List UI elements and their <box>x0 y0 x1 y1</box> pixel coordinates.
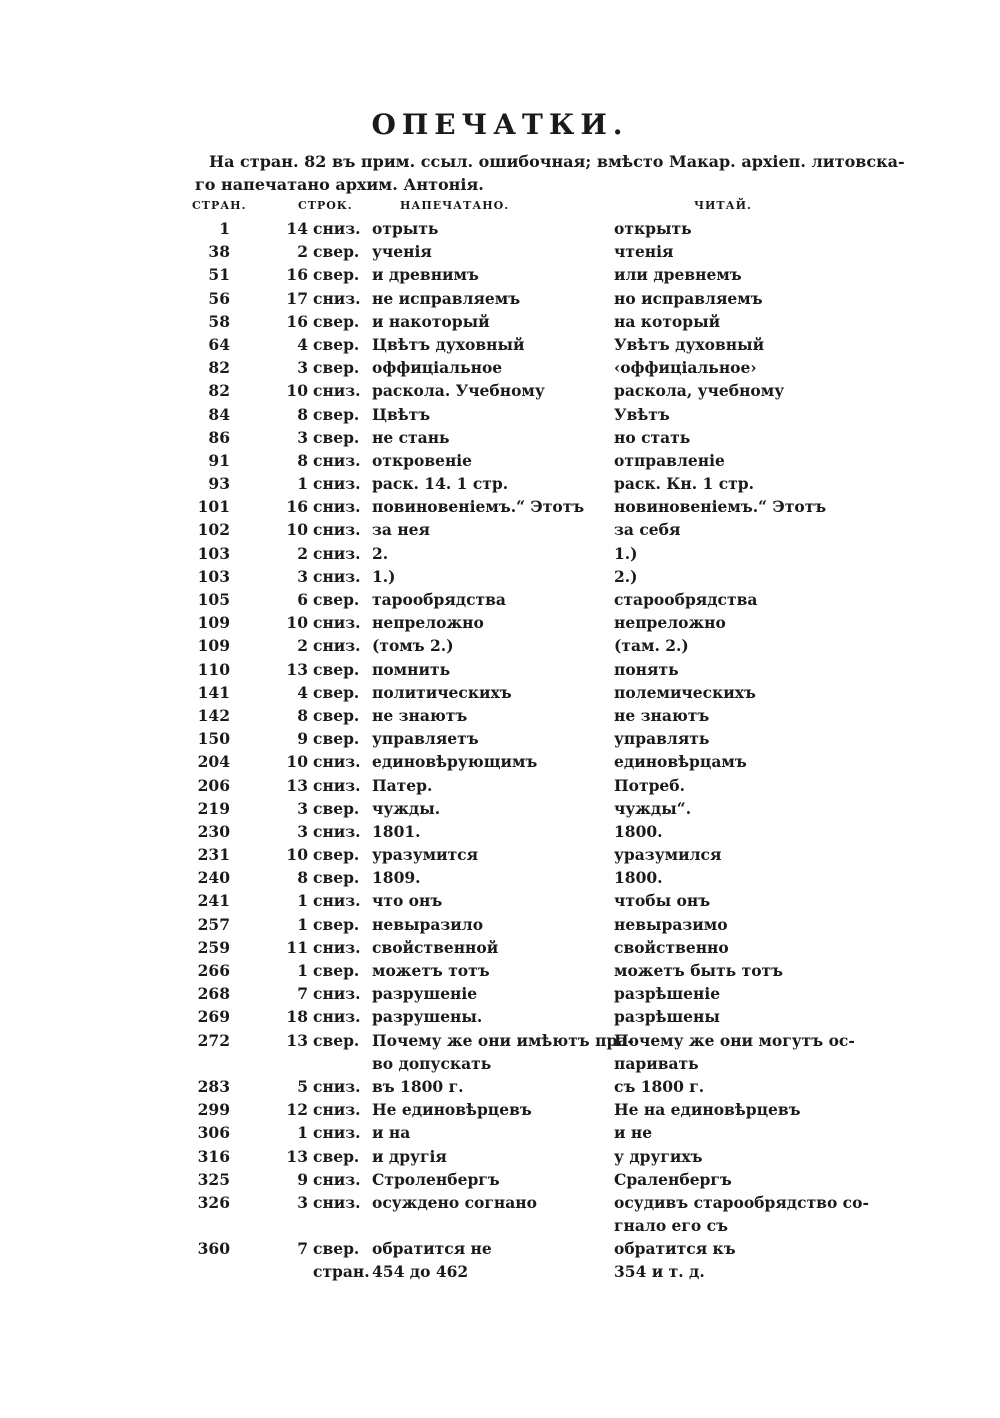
cell-page: 142 <box>197 705 230 725</box>
cell-read: 1.) <box>614 543 638 563</box>
cell-printed: управляетъ <box>372 729 479 749</box>
cell-direction: сниз. <box>313 891 361 911</box>
cell-line: 3 <box>297 1192 308 1212</box>
table-row <box>0 1260 1000 1283</box>
cell-line: 2 <box>297 242 308 262</box>
table-row <box>0 263 1000 286</box>
cell-direction: свер. <box>313 914 360 934</box>
cell-page: 1 <box>219 219 230 238</box>
cell-read: новиновеніемъ.“ Этотъ <box>614 497 827 517</box>
cell-read: можетъ быть тотъ <box>614 961 784 980</box>
cell-page: 82 <box>208 381 230 401</box>
cell-direction: сниз. <box>313 566 361 586</box>
cell-page: 105 <box>197 590 230 609</box>
cell-read: осудивъ старообрядство со- <box>614 1192 869 1212</box>
cell-printed: и на <box>372 1123 411 1143</box>
cell-printed: раскола. Учебному <box>372 381 545 401</box>
cell-line: 8 <box>297 450 308 470</box>
cell-read: единовѣрцамъ <box>614 752 747 772</box>
intro-line-2: го напечатано архим. Антонія. <box>195 175 484 194</box>
intro-note <box>195 150 905 196</box>
cell-line: 13 <box>286 1146 308 1166</box>
cell-line: 3 <box>297 798 308 818</box>
cell-line: 12 <box>286 1100 308 1120</box>
cell-page: 240 <box>197 868 230 888</box>
cell-read: но исправляемъ <box>614 288 763 308</box>
cell-read-cont: паривать <box>614 1053 699 1073</box>
cell-page: 150 <box>197 729 230 749</box>
cell-line: 6 <box>297 590 308 609</box>
cell-direction: свер. <box>313 311 360 331</box>
cell-page: 101 <box>197 497 230 517</box>
cell-direction: сниз. <box>313 1169 361 1189</box>
cell-read: 2.) <box>614 566 638 586</box>
cell-direction: свер. <box>313 427 360 447</box>
table-row <box>0 820 1000 843</box>
cell-line: 9 <box>297 729 308 749</box>
cell-direction: сниз. <box>313 288 361 308</box>
cell-read: открыть <box>614 219 692 238</box>
cell-read: и не <box>614 1123 653 1143</box>
cell-line: 11 <box>286 937 308 957</box>
table-row <box>0 750 1000 773</box>
cell-direction: свер. <box>313 1239 360 1259</box>
cell-read: Не на единовѣрцевъ <box>614 1100 801 1120</box>
table-row <box>0 403 1000 426</box>
cell-printed: что онъ <box>372 891 443 911</box>
cell-line: 14 <box>286 219 308 238</box>
cell-line: 4 <box>297 334 308 354</box>
cell-read: разрѣшеніе <box>614 984 721 1004</box>
cell-direction: свер. <box>313 334 360 354</box>
cell-direction: сниз. <box>313 752 361 772</box>
cell-page: 241 <box>197 891 230 911</box>
table-row <box>0 797 1000 820</box>
cell-read: на который <box>614 311 721 331</box>
cell-page: 259 <box>197 937 230 957</box>
cell-page: 272 <box>197 1030 230 1050</box>
cell-printed: непреложно <box>372 613 484 633</box>
cell-line: 1 <box>297 891 308 911</box>
cell-printed: единовѣрующимъ <box>372 752 538 772</box>
cell-line: 4 <box>297 682 308 702</box>
cell-line: 16 <box>286 311 308 331</box>
cell-page: 316 <box>197 1146 230 1166</box>
cell-direction: свер. <box>313 404 360 424</box>
table-row <box>0 1098 1000 1121</box>
table-row <box>0 588 1000 611</box>
table-row <box>0 634 1000 657</box>
cell-printed: не исправляемъ <box>372 288 521 308</box>
cell-direction: стран. <box>313 1262 370 1282</box>
cell-line: 2 <box>297 636 308 656</box>
cell-page: 82 <box>208 358 230 378</box>
cell-printed: раск. 14. 1 стр. <box>372 474 509 494</box>
cell-read: управлять <box>614 729 710 749</box>
table-row <box>0 1237 1000 1260</box>
cell-page: 326 <box>197 1192 230 1212</box>
cell-line: 1 <box>297 1123 308 1143</box>
cell-page: 58 <box>208 311 230 331</box>
cell-read: полемическихъ <box>614 682 756 702</box>
cell-printed: тарообрядства <box>372 590 506 609</box>
cell-printed: 454 до 462 <box>372 1262 469 1282</box>
cell-page: 38 <box>208 242 230 262</box>
cell-direction: свер. <box>313 1030 360 1050</box>
cell-printed: невыразило <box>372 914 484 934</box>
table-row <box>0 727 1000 750</box>
cell-printed: откровеніе <box>372 450 473 470</box>
cell-direction: сниз. <box>313 1192 361 1212</box>
cell-page: 283 <box>197 1076 230 1096</box>
cell-page: 206 <box>197 775 230 795</box>
cell-read: понять <box>614 659 679 679</box>
cell-page: 141 <box>197 682 230 702</box>
table-row <box>0 704 1000 727</box>
cell-read: непреложно <box>614 613 726 633</box>
cell-read: 354 и т. д. <box>614 1262 705 1282</box>
cell-printed: политическихъ <box>372 682 512 702</box>
table-row <box>0 982 1000 1005</box>
errata-table <box>0 217 1000 1284</box>
cell-line: 13 <box>286 659 308 679</box>
cell-printed: отрыть <box>372 219 439 238</box>
cell-page: 64 <box>208 334 230 354</box>
table-row <box>0 658 1000 681</box>
cell-printed: за нея <box>372 520 430 540</box>
intro-line-1: На стран. 82 въ прим. ссыл. ошибочная; вмѣсто Макар. архіеп. литовска- <box>209 152 905 171</box>
table-row <box>0 843 1000 866</box>
cell-line: 13 <box>286 775 308 795</box>
cell-printed: оффиціальное <box>372 358 503 378</box>
cell-read: раскола, учебному <box>614 381 785 401</box>
cell-direction: свер. <box>313 729 360 749</box>
cell-read: чтобы онъ <box>614 891 711 911</box>
cell-read: у другихъ <box>614 1146 703 1166</box>
cell-read-cont: гнало его съ <box>614 1216 728 1236</box>
cell-printed: и накоторый <box>372 311 490 331</box>
table-header <box>0 199 1000 217</box>
cell-page: 204 <box>197 752 230 772</box>
cell-direction: свер. <box>313 845 360 865</box>
cell-page: 325 <box>197 1169 230 1189</box>
table-row <box>0 287 1000 310</box>
cell-read: ‹оффиціальное› <box>614 358 757 378</box>
cell-printed: въ 1800 г. <box>372 1076 464 1096</box>
cell-read: съ 1800 г. <box>614 1076 705 1096</box>
cell-read: разрѣшены <box>614 1007 720 1027</box>
cell-read: Сраленбергъ <box>614 1169 732 1189</box>
table-row <box>0 936 1000 959</box>
cell-page: 91 <box>208 450 230 470</box>
table-row <box>0 1121 1000 1144</box>
cell-direction: сниз. <box>313 1007 361 1027</box>
cell-line: 10 <box>286 752 308 772</box>
cell-page: 230 <box>197 821 230 841</box>
cell-page: 103 <box>197 566 230 586</box>
header-line: СТРОК. <box>298 199 353 212</box>
cell-printed: ученія <box>372 242 432 262</box>
cell-direction: сниз. <box>313 1076 361 1096</box>
cell-direction: сниз. <box>313 381 361 401</box>
cell-read: чтенія <box>614 242 674 262</box>
cell-page: 110 <box>197 659 230 679</box>
cell-read: уразумился <box>614 845 722 865</box>
cell-read: 1800. <box>614 868 663 888</box>
cell-printed: Цвѣтъ духовный <box>372 334 525 354</box>
cell-printed: Патер. <box>372 775 433 795</box>
cell-page: 51 <box>208 265 230 285</box>
cell-page: 268 <box>197 984 230 1004</box>
cell-direction: свер. <box>313 265 360 285</box>
cell-direction: сниз. <box>313 474 361 494</box>
cell-page: 102 <box>197 520 230 540</box>
cell-line: 8 <box>297 705 308 725</box>
cell-line: 1 <box>297 914 308 934</box>
cell-line: 7 <box>297 1239 308 1259</box>
cell-printed-cont: во допускать <box>372 1053 492 1073</box>
table-row <box>0 611 1000 634</box>
cell-read: обратится къ <box>614 1239 736 1259</box>
cell-printed: Строленбергъ <box>372 1169 500 1189</box>
cell-read: но стать <box>614 427 691 447</box>
cell-direction: свер. <box>313 659 360 679</box>
cell-direction: свер. <box>313 868 360 888</box>
table-row <box>0 542 1000 565</box>
cell-page: 109 <box>197 613 230 633</box>
cell-printed: осуждено согнано <box>372 1192 537 1212</box>
cell-direction: сниз. <box>313 450 361 470</box>
cell-line: 8 <box>297 404 308 424</box>
cell-page: 103 <box>197 543 230 563</box>
cell-direction: сниз. <box>313 543 361 563</box>
page-title: ОПЕЧАТКИ. <box>371 108 629 141</box>
cell-line: 10 <box>286 613 308 633</box>
cell-page: 360 <box>197 1239 230 1259</box>
cell-printed: чужды. <box>372 798 441 818</box>
cell-line: 10 <box>286 381 308 401</box>
cell-printed: 1.) <box>372 566 396 586</box>
cell-printed: помнить <box>372 659 451 679</box>
table-row <box>0 240 1000 263</box>
cell-read: невыразимо <box>614 914 728 934</box>
cell-page: 56 <box>208 288 230 308</box>
header-printed: НАПЕЧАТАНО. <box>400 199 510 212</box>
cell-direction: свер. <box>313 682 360 702</box>
cell-line: 18 <box>286 1007 308 1027</box>
cell-page: 231 <box>197 845 230 865</box>
cell-line: 9 <box>297 1169 308 1189</box>
cell-read: 1800. <box>614 821 663 841</box>
cell-printed: обратится не <box>372 1239 492 1259</box>
cell-page: 266 <box>197 961 230 980</box>
cell-read: (там. 2.) <box>614 636 689 656</box>
cell-printed: и другія <box>372 1146 447 1166</box>
table-row <box>0 495 1000 518</box>
table-row <box>0 913 1000 936</box>
cell-direction: свер. <box>313 358 360 378</box>
table-row <box>0 426 1000 449</box>
table-row <box>0 472 1000 495</box>
cell-direction: сниз. <box>313 636 361 656</box>
cell-printed: (томъ 2.) <box>372 636 454 656</box>
cell-line: 1 <box>297 961 308 980</box>
cell-line: 3 <box>297 358 308 378</box>
cell-printed: разрушены. <box>372 1007 483 1027</box>
table-row <box>0 681 1000 704</box>
cell-read: свойственно <box>614 937 729 957</box>
cell-read: чужды“. <box>614 798 692 818</box>
cell-line: 7 <box>297 984 308 1004</box>
cell-direction: сниз. <box>313 984 361 1004</box>
cell-printed: разрушеніе <box>372 984 478 1004</box>
cell-printed: уразумится <box>372 845 479 865</box>
cell-printed: повиновеніемъ.“ Этотъ <box>372 497 585 517</box>
cell-printed: не стань <box>372 427 450 447</box>
table-row <box>0 449 1000 472</box>
cell-direction: сниз. <box>313 520 361 540</box>
cell-page: 86 <box>208 427 230 447</box>
cell-line: 3 <box>297 427 308 447</box>
table-row <box>0 356 1000 379</box>
cell-line: 5 <box>297 1076 308 1096</box>
table-row <box>0 1168 1000 1191</box>
cell-read: Увѣтъ духовный <box>614 334 765 354</box>
cell-line: 8 <box>297 868 308 888</box>
cell-printed: можетъ тотъ <box>372 961 490 980</box>
cell-printed: 1801. <box>372 821 421 841</box>
table-row <box>0 889 1000 912</box>
cell-printed: и древнимъ <box>372 265 479 285</box>
cell-page: 109 <box>197 636 230 656</box>
table-row <box>0 1145 1000 1168</box>
cell-line: 3 <box>297 821 308 841</box>
cell-line: 3 <box>297 566 308 586</box>
cell-read: раск. Кн. 1 стр. <box>614 474 754 494</box>
cell-printed: не знаютъ <box>372 705 468 725</box>
table-row <box>0 379 1000 402</box>
table-row <box>0 1029 1000 1075</box>
header-read: ЧИТАЙ. <box>694 199 752 212</box>
cell-direction: сниз. <box>313 613 361 633</box>
table-row <box>0 1005 1000 1028</box>
cell-printed: Почему же они имѣютъ пра- <box>372 1030 634 1050</box>
table-row <box>0 333 1000 356</box>
cell-line: 2 <box>297 543 308 563</box>
cell-line: 10 <box>286 845 308 865</box>
cell-direction: свер. <box>313 798 360 818</box>
table-row <box>0 565 1000 588</box>
cell-page: 306 <box>197 1123 230 1143</box>
cell-direction: сниз. <box>313 219 361 238</box>
cell-printed: 2. <box>372 543 389 563</box>
table-row <box>0 518 1000 541</box>
cell-page: 299 <box>197 1100 230 1120</box>
cell-printed: свойственной <box>372 937 499 957</box>
table-row <box>0 1191 1000 1237</box>
cell-read: Потреб. <box>614 775 686 795</box>
cell-line: 13 <box>286 1030 308 1050</box>
table-row <box>0 774 1000 797</box>
cell-page: 269 <box>197 1007 230 1027</box>
table-row <box>0 217 1000 240</box>
cell-page: 219 <box>197 798 230 818</box>
cell-page: 93 <box>208 474 230 494</box>
cell-read: Увѣтъ <box>614 404 670 424</box>
cell-direction: свер. <box>313 590 360 609</box>
cell-read: отправленіе <box>614 450 725 470</box>
header-page: СТРАН. <box>192 199 247 212</box>
cell-read: или древнемъ <box>614 265 742 285</box>
cell-page: 257 <box>197 914 230 934</box>
cell-read: старообрядства <box>614 590 758 609</box>
cell-direction: сниз. <box>313 1123 361 1143</box>
cell-read: за себя <box>614 520 681 540</box>
cell-printed: 1809. <box>372 868 421 888</box>
cell-line: 16 <box>286 265 308 285</box>
cell-printed: Не единовѣрцевъ <box>372 1100 532 1120</box>
cell-read: Почему же они могутъ ос- <box>614 1030 855 1050</box>
cell-page: 84 <box>208 404 230 424</box>
cell-read: не знаютъ <box>614 705 710 725</box>
table-row <box>0 959 1000 982</box>
table-row <box>0 866 1000 889</box>
cell-direction: свер. <box>313 1146 360 1166</box>
cell-direction: свер. <box>313 705 360 725</box>
table-row <box>0 1075 1000 1098</box>
cell-printed: Цвѣтъ <box>372 404 431 424</box>
cell-direction: сниз. <box>313 1100 361 1120</box>
cell-line: 16 <box>286 497 308 517</box>
cell-line: 10 <box>286 520 308 540</box>
cell-direction: сниз. <box>313 775 361 795</box>
cell-direction: сниз. <box>313 821 361 841</box>
cell-line: 1 <box>297 474 308 494</box>
table-row <box>0 310 1000 333</box>
cell-direction: сниз. <box>313 497 361 517</box>
cell-direction: свер. <box>313 961 360 980</box>
cell-direction: сниз. <box>313 937 361 957</box>
cell-direction: свер. <box>313 242 360 262</box>
cell-line: 17 <box>286 288 308 308</box>
